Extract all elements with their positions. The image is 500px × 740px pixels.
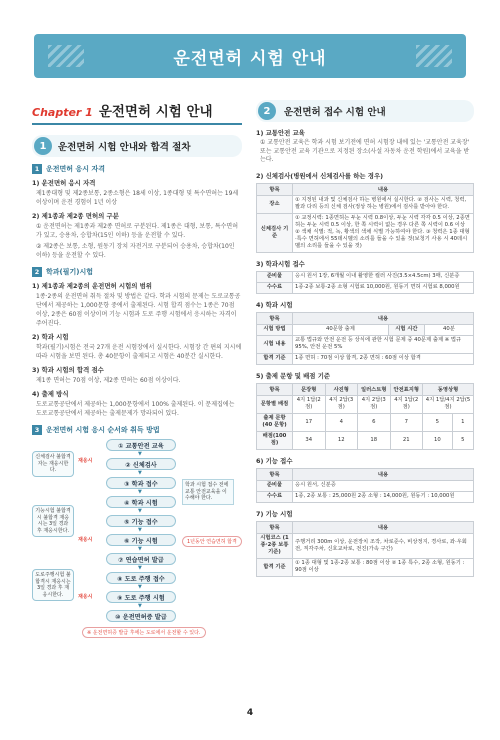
table-cell: ① 교정시력: 1종면허는 두눈 시력 0.8이상, 두눈 시력 각각 0.5 이상, 2종면허는 두눈 시력 0.5 이상, 한 쪽 시력이 없는 경우 다른 쪽 시력이 0.6 이상 ② 색채 식별: 적, 녹, 황색의 색채 식별 가능하여야 한다. ③ 청력은 1종 대형·특수 면허에서 55데시벨의 소리를 들을 수 있을 것(보청기 사용 시 40데시벨의 소리를 들을 수 있을 것): [293, 213, 474, 252]
side-note-skill-fail: 기능시험 불합격시 불합격 재응시는 3일 경과 후 재응시한다.: [32, 505, 74, 537]
subsection-1-heading: [32, 164, 242, 174]
table-row: [257, 324, 474, 335]
table-cell: 4지 2답(3점): [325, 395, 358, 413]
table-cell: 시험 시간: [388, 324, 424, 335]
chapter-number: Chapter 1: [32, 106, 93, 119]
item-heading: 1) 제1종과 제2종의 운전면허 시험의 범위: [32, 282, 152, 290]
flow-step: ④ 학과 시험: [106, 496, 176, 508]
table-header: 안전표지형: [390, 383, 423, 395]
table-cell: 4지 1답(2점): [390, 395, 423, 413]
section-number-badge: 2: [258, 102, 276, 120]
table-cell: ① 1종 대형 및 1종·2종 보통 : 80점 이상 ② 1종 특수, 2종 소형, 원동기 : 90점 이상: [293, 558, 474, 576]
retry-label: 재응시: [78, 537, 93, 543]
table-cell: 응시 원서, 신분증: [293, 480, 474, 491]
table-cell: 출제 문항(40 문항): [257, 413, 293, 431]
table-header: 항목: [257, 312, 293, 324]
table-cell: 12: [325, 431, 358, 449]
info-note: 학과 시험 접수 전에 교통 안전교육을 이수해야 한다.: [182, 479, 234, 505]
arrow-down-icon: ▼: [138, 489, 142, 495]
flow-step: ⑩ 운전면허증 발급: [106, 610, 176, 622]
table-row: [257, 558, 474, 576]
table-cell: 17: [293, 413, 326, 431]
table-cell: ① 지정된 내과 및 신체검사 하는 병원에서 실시한다. ② 검사는 시력, 청력, 팔과 다리 등의 신체 검사(정상 하는 병원)에서 검사를 받아야 한다.: [293, 195, 474, 213]
paragraph: 제1종대형 및 제2종보통, 2종소형은 18세 이상, 1종대형 및 특수면허는 19세 이상이며 운전 경험이 1년 이상: [36, 190, 239, 206]
retry-label: 재응시: [78, 594, 93, 600]
subsection-title: 학과(필기)시험: [46, 268, 93, 276]
table-cell: 7: [390, 413, 423, 431]
arrow-down-icon: ▼: [138, 470, 142, 476]
table-row: [257, 491, 474, 502]
table-header: 항목: [257, 468, 293, 480]
table-row: [257, 271, 474, 282]
table-cell: 준비물: [257, 480, 293, 491]
table-cell: 응시 원서 1장, 6개월 이내 촬영한 컬러 사진(3.5×4.5cm) 3매, 신분증: [293, 271, 474, 282]
section-title: 운전면허 시험 안내와 합격 절차: [58, 142, 191, 153]
subsection-badge: 3: [32, 425, 42, 435]
table-header: 문장형: [293, 383, 326, 395]
table-row: [257, 480, 474, 491]
left-column: [32, 100, 242, 679]
table-cell: 수수료: [257, 282, 293, 293]
flow-step: ⑥ 기능 시험: [106, 534, 176, 546]
table-cell: 6: [358, 413, 391, 431]
scoring-table: [256, 383, 474, 450]
arrow-down-icon: ▼: [138, 508, 142, 514]
written-exam-table: [256, 312, 474, 365]
table-cell: 10: [423, 431, 453, 449]
table-row: [257, 533, 474, 558]
table-row: [257, 282, 474, 293]
table-header: 내용: [293, 468, 474, 480]
item-heading: 5) 출제 문항 및 배점 기준: [256, 371, 331, 380]
table-row: [257, 213, 474, 252]
paragraph: ① 교통안전 교육은 학과 시험 보기전에 면허 시험장 내에 있는 '교통안전 교육장' 또는 교통안전 교육 기관으로 지정된 장소(사설 자동차 운전 학원)에서 교육을 받는다.: [260, 139, 470, 163]
table-cell: 18: [358, 431, 391, 449]
license-pill: 1년동안 연습면허 합격: [182, 536, 242, 547]
table-cell: 시험코스 (1종·2종 보통 기준): [257, 533, 293, 558]
table-cell: 34: [293, 431, 326, 449]
section-title: 운전면허 접수 시험 안내: [284, 107, 386, 118]
section-number-badge: 1: [34, 137, 52, 155]
item-heading: 2) 신체검사(병원에서 신체검사를 하는 경우): [256, 171, 384, 180]
item-heading: 3) 학과 시험의 합격 점수: [32, 366, 104, 374]
table-header: 항목: [257, 521, 293, 533]
table-header: 내용: [293, 521, 474, 533]
table-header: 내용: [293, 183, 474, 195]
table-cell: 21: [390, 431, 423, 449]
arrow-down-icon: ▼: [138, 584, 142, 590]
retry-label: 재응시: [78, 458, 93, 464]
table-row: [257, 413, 474, 431]
chapter-title: 운전면허 시험 안내: [98, 104, 213, 120]
paragraph: ② 제2종은 보통, 소형, 원동기 장치 자전거로 구분되어 승용차, 승합차(10인 이하) 등을 운전할 수 있다.: [36, 243, 235, 259]
arrow-down-icon: ▼: [138, 527, 142, 533]
flow-step: ⑧ 도로 주행 접수: [106, 572, 176, 584]
written-registration-table: [256, 271, 474, 294]
footnote-pill: ※ 운전면허증 발급 후에는 도로에서 운전할 수 있다.: [82, 627, 206, 638]
flow-step: ① 교통안전 교육: [106, 439, 176, 451]
table-row: [257, 195, 474, 213]
arrow-down-icon: ▼: [138, 451, 142, 457]
table-cell: 교통 법규와 안전 운전 등 상식에 관한 시험 문제 중 40문제 출제 ※ 법규 95%, 안전 운전 5%: [293, 335, 474, 353]
table-row: [257, 335, 474, 353]
table-header: 일러스트형: [358, 383, 391, 395]
table-cell: 1종 면허 : 70점 이상 합격, 2종 면허 : 60점 이상 합격: [293, 353, 474, 364]
table-cell: 1종·2종 보통·2종 소형 시험료 10,000원, 원동기 면허 시험료 8,000원: [293, 282, 474, 293]
flow-step: ⑤ 기능 접수: [106, 515, 176, 527]
item-heading: 2) 학과 시험: [32, 333, 69, 341]
subsection-title: 운전면허 시험 응시 순서와 취득 방법: [46, 426, 160, 434]
table-cell: 4: [325, 413, 358, 431]
table-cell: 배점(100 점): [257, 431, 293, 449]
paragraph: ① 운전면허는 제1종과 제2종 면허로 구분된다. 제1종은 대형, 보통, 특수면허가 있고, 승용차, 승합차(15인 이하) 등을 운전할 수 있다.: [36, 223, 239, 239]
table-cell: 4지 2답(3점): [358, 395, 391, 413]
page-number: 4: [246, 708, 254, 718]
chapter-heading: [32, 100, 242, 125]
flow-step: ⑨ 도로 주행 시험: [106, 591, 176, 603]
table-cell: 준비물: [257, 271, 293, 282]
item-heading: 7) 기능 시험: [256, 509, 293, 518]
paragraph: 도로교통공단에서 제공하는 1,000문항에서 100% 출제된다. 이 문제집에는 도로교통공단에서 제공하는 출제문제가 망라되어 있다.: [36, 401, 235, 417]
flow-step: ③ 학과 접수: [106, 477, 176, 489]
item-heading: 1) 교통안전 교육: [256, 129, 305, 137]
arrow-down-icon: ▼: [138, 565, 142, 571]
table-cell: 시험 방법: [257, 324, 293, 335]
table-header: 동영상형: [423, 383, 474, 395]
arrow-down-icon: ▼: [138, 603, 142, 609]
table-header: 내용: [293, 312, 474, 324]
table-cell: 1종, 2종 보통 : 25,000원 2종 소형 : 14,000원, 원동기 : 10,000원: [293, 491, 474, 502]
process-flowchart: [32, 439, 242, 679]
table-row: [257, 431, 474, 449]
item-heading: 6) 기능 접수: [256, 456, 293, 465]
table-cell: 합격 기준: [257, 353, 293, 364]
paragraph: 제1종 면허는 70점 이상, 제2종 면허는 60점 이상이다.: [36, 377, 181, 384]
table-cell: 1: [452, 413, 473, 431]
table-cell: 합격 기준: [257, 558, 293, 576]
right-column: [256, 100, 474, 577]
subsection-3-heading: [32, 425, 242, 435]
item-heading: 3) 학과시험 접수: [256, 259, 305, 268]
table-cell: 주행거리 300m 이상, 운전장치 조작, 차로준수, 비상정지, 경사로, 좌·우회전, 직각주차, 신호교차로, 전진(가속 구간): [293, 533, 474, 558]
table-row: [257, 395, 474, 413]
table-header: 항목: [257, 383, 293, 395]
paragraph: 1종·2종의 운전면허 취득 절차 및 방법은 같다. 학과 시험의 문제는 도로교통공단에서 제공하는 1,000문항 중에서 출제된다. 시험 합격 점수는 1종은 70점 이상, 2종은 60점 이상이며 기능 시험과 도로 주행 시험에서 응시하는 자격이 주어진다.: [36, 293, 241, 327]
table-row: [257, 353, 474, 364]
item-heading: 1) 운전면허 응시 자격: [32, 179, 96, 187]
banner-title: 운전면허 시험 안내: [40, 39, 460, 73]
subsection-badge: 1: [32, 164, 42, 174]
subsection-badge: 2: [32, 267, 42, 277]
subsection-2-heading: [32, 267, 242, 277]
subsection-title: 운전면허 응시 자격: [46, 165, 105, 173]
item-heading: 2) 제1종과 제2종 면허의 구분: [32, 212, 119, 220]
table-cell: 4지 1답/4지 2답(5점): [423, 395, 474, 413]
paragraph: 학과(필기)시험은 전국 27개 운전 시험장에서 실시한다. 시험장 간 편의 지시에 따라 시험을 보면 된다. 총 40문항이 출제되고 시험은 40분간 실시한다.: [36, 344, 242, 360]
table-cell: 5: [452, 431, 473, 449]
section-1-heading: [32, 135, 242, 157]
flow-step: ② 신체검사: [106, 458, 176, 470]
table-cell: 문항별 배점: [257, 395, 293, 413]
flow-step: ⑦ 연습면허 발급: [106, 553, 176, 565]
skill-registration-table: [256, 468, 474, 503]
title-banner: [34, 34, 466, 78]
table-cell: 장소: [257, 195, 293, 213]
medical-check-table: [256, 183, 474, 253]
skill-exam-table: [256, 521, 474, 577]
section-2-heading: [256, 100, 474, 122]
arrow-down-icon: ▼: [138, 546, 142, 552]
item-heading: 4) 학과 시험: [256, 300, 293, 309]
table-cell: 시험 내용: [257, 335, 293, 353]
side-note-road-fail: 도로주행시험 불합격시 재응시는 3일 경과 후 재응시한다.: [32, 569, 74, 601]
table-cell: 신체검사 기준: [257, 213, 293, 252]
table-header: 사진형: [325, 383, 358, 395]
side-note-medical-fail: 신체검사 불합격자는 재응시한다.: [32, 451, 74, 477]
table-cell: 4지 1답(2점): [293, 395, 326, 413]
table-header: 항목: [257, 183, 293, 195]
table-cell: 40문항 출제: [293, 324, 389, 335]
table-cell: 40분: [424, 324, 473, 335]
table-cell: 수수료: [257, 491, 293, 502]
table-cell: 5: [423, 413, 453, 431]
item-heading: 4) 출제 방식: [32, 390, 69, 398]
